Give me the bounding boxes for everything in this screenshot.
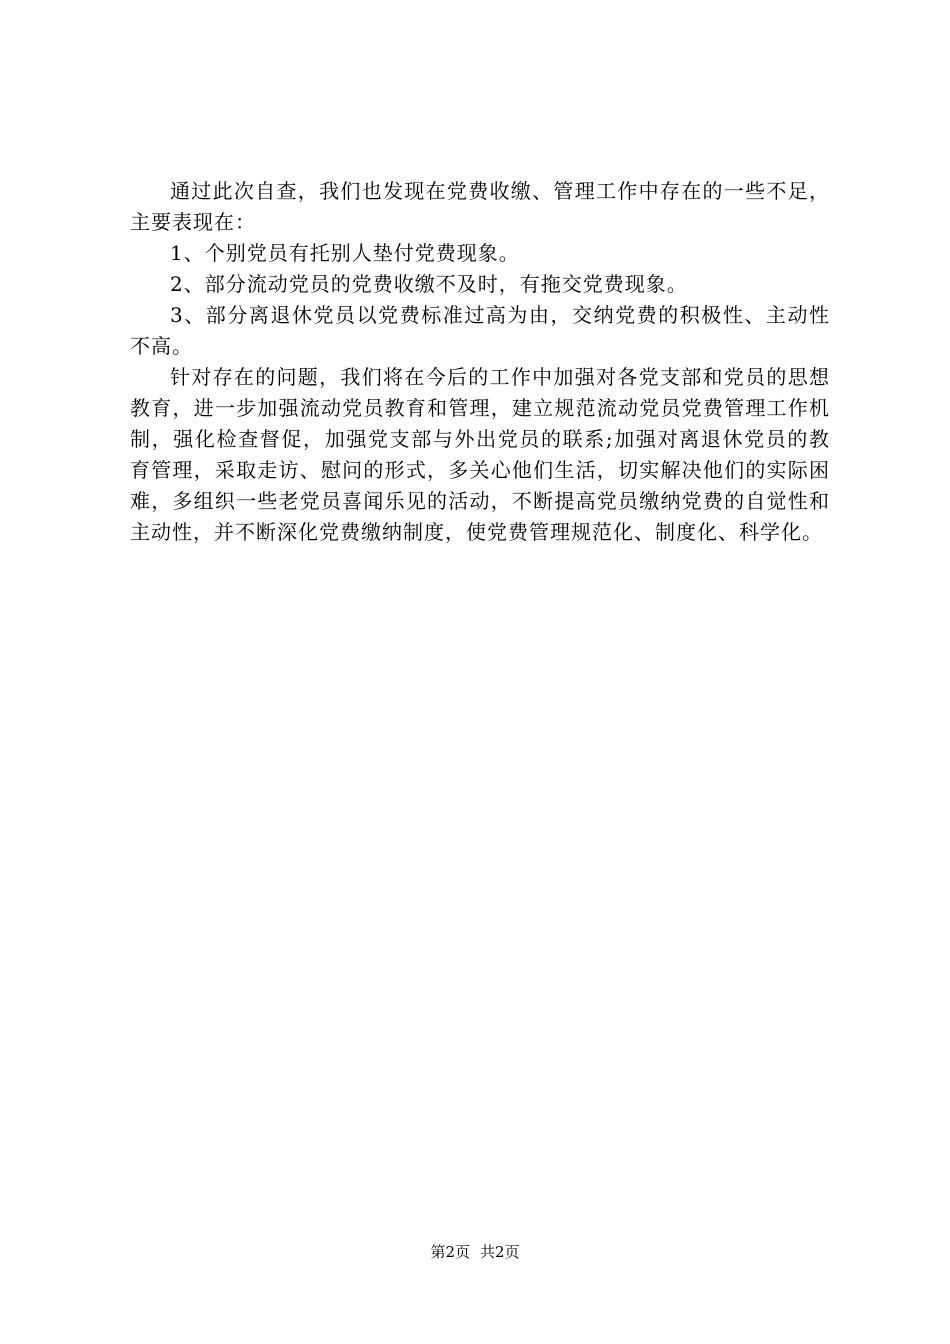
paragraph-item-2: 2、部分流动党员的党费收缴不及时，有拖交党费现象。 [170,272,688,296]
paragraph-intro: 通过此次自查，我们也发现在党费收缴、管理工作中存在的一些不足，主要表现在： [130,179,830,234]
page-total: 共2页 [480,1243,520,1261]
page-footer [0,1242,950,1262]
page-number: 第2页 [430,1243,470,1261]
document-body [130,176,830,548]
paragraph-measures: 针对存在的问题，我们将在今后的工作中加强对各党支部和党员的思想教育，进一步加强流动党员教育和管理，建立规范流动党员党费管理工作机制，强化检查督促，加强党支部与外出党员的联系;加强对离退休党员的教育管理，采取走访、慰问的形式，多关心他们生活，切实解决他们的实际困难，多组织一些老党员喜闻乐见的活动，不断提高党员缴纳党费的自觉性和主动性，并不断深化党费缴纳制度，使党费管理规范化、制度化、科学化。 [130,365,830,544]
paragraph-item-1: 1、个别党员有托别人垫付党费现象。 [170,241,520,265]
paragraph-item-3: 3、部分离退休党员以党费标准过高为由，交纳党费的积极性、主动性不高。 [130,303,830,358]
